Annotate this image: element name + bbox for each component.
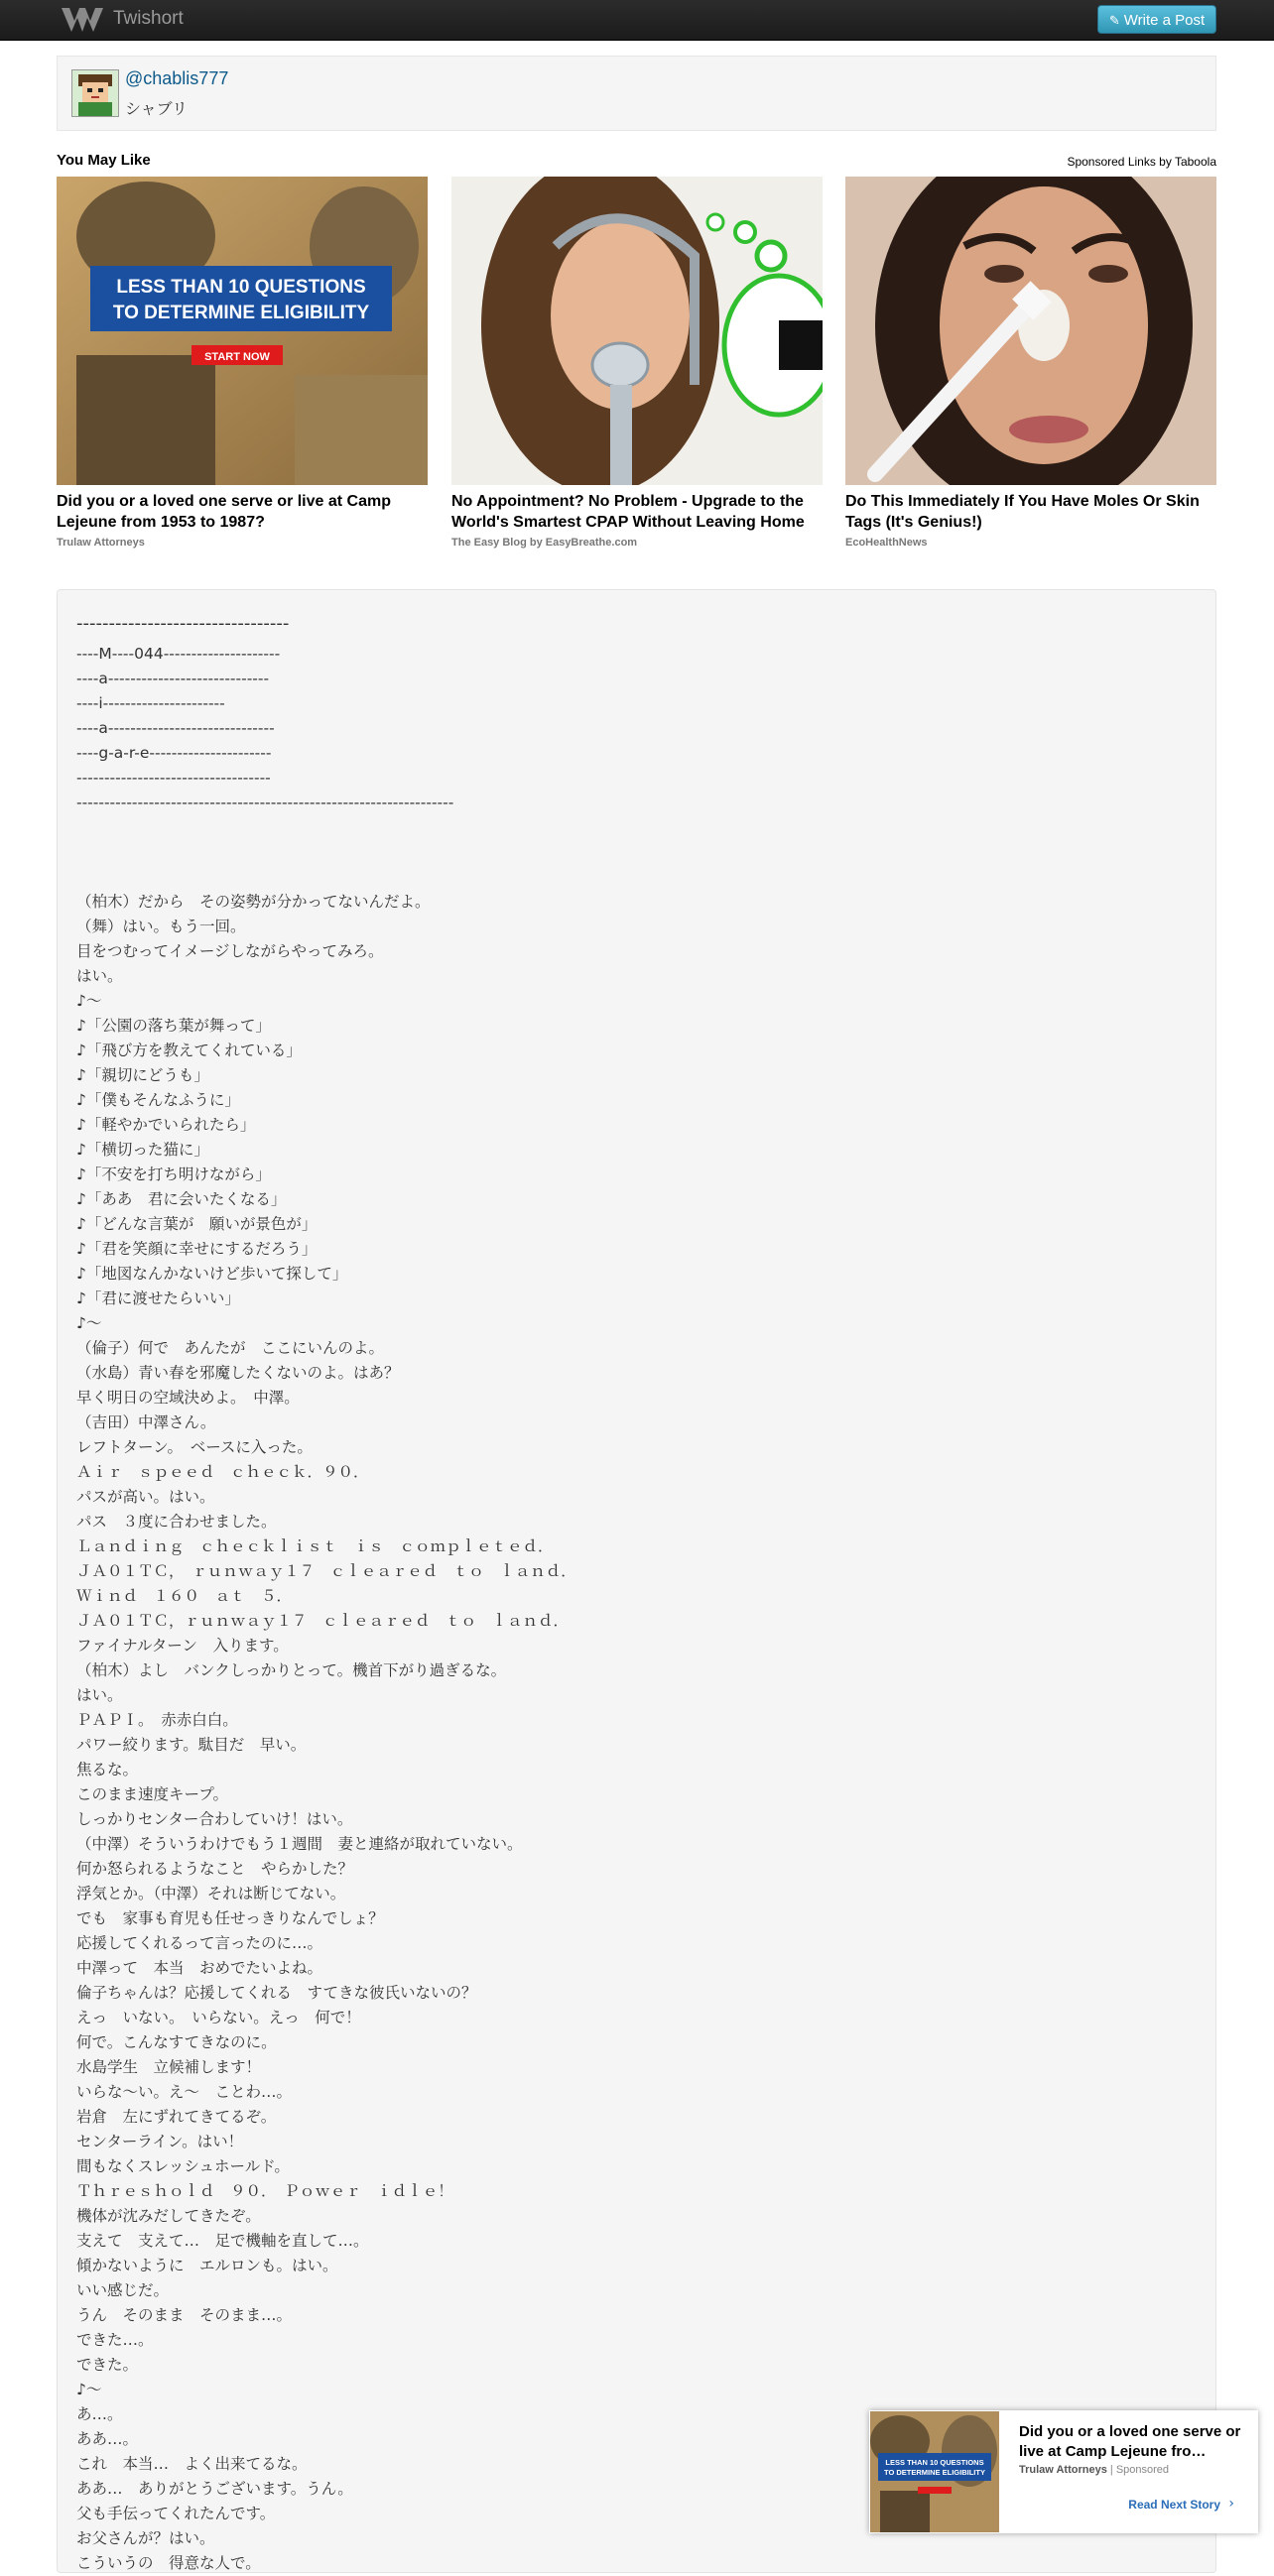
sticky-ad-sponsored: Sponsored bbox=[1115, 2464, 1170, 2476]
recommendation-image[interactable] bbox=[845, 177, 1216, 485]
sponsored-links-label[interactable]: Sponsored Links by Taboola bbox=[1067, 155, 1216, 169]
recommendation-source: Trulaw Attorneys bbox=[57, 537, 145, 549]
post-line: （中澤）そういうわけでもう１週間 妻と連絡が取れていない。 bbox=[76, 1835, 523, 1853]
post-line: （水島）青い春を邪魔したくないのよ。はあ？ bbox=[76, 1364, 400, 1382]
post-line: ♪～ bbox=[76, 1314, 102, 1332]
post-line: 父も手伝ってくれたんです。 bbox=[76, 2505, 276, 2522]
post-line: ＪＡ０１ＴＣ，ｒｕｎｗａｙ１７ ｃｌｅａｒｅｄ ｔｏ ｌａｎｄ． bbox=[76, 1612, 570, 1630]
post-line: いい感じだ。 bbox=[76, 2281, 170, 2299]
post-line: ♪「親切にどうも」 bbox=[76, 1066, 209, 1084]
post-line: 倫子ちゃんは？応援してくれる すてきな彼氏いないの？ bbox=[76, 1984, 477, 2002]
post-line: ----i---------------------- bbox=[76, 694, 225, 712]
post-line: ♪「横切った猫に」 bbox=[76, 1141, 209, 1159]
post-line: ♪「君を笑顔に幸せにするだろう」 bbox=[76, 1240, 318, 1258]
sticky-ad-meta: Trulaw Attorneys | Sponsored bbox=[1019, 2464, 1170, 2476]
post-line: 支えて 支えて… 足で機軸を直して…。 bbox=[76, 2232, 369, 2250]
post-line: こういうの 得意な人で。 bbox=[76, 2554, 261, 2572]
post-line: これ 本当… よく出来てるな。 bbox=[76, 2455, 308, 2473]
recommendation-image[interactable] bbox=[57, 177, 428, 485]
post-line: 機体が沈みだしてきたぞ。 bbox=[76, 2207, 261, 2225]
post-line: ああ…。 bbox=[76, 2430, 139, 2448]
post-line: 何で。こんなすてきなのに。 bbox=[76, 2033, 277, 2051]
post-line: ----------------------------------- bbox=[76, 769, 271, 787]
post-line: レフトターン。 ベースに入った。 bbox=[76, 1438, 313, 1456]
post-line bbox=[76, 815, 1188, 840]
post-line: しっかりセンター合わしていけ！はい。 bbox=[76, 1810, 353, 1828]
write-post-button[interactable] bbox=[1097, 5, 1216, 34]
post-line: 岩倉 左にずれてきてるぞ。 bbox=[76, 2108, 277, 2126]
pencil-square-icon: ✎ bbox=[1108, 13, 1120, 28]
post-line: 間もなくスレッシュホールド。 bbox=[76, 2157, 290, 2175]
post-line: パス ３度に合わせました。 bbox=[76, 1513, 277, 1531]
post-line: お父さんが？はい。 bbox=[76, 2529, 215, 2547]
post-line: ♪「ああ 君に会いたくなる」 bbox=[76, 1190, 287, 1208]
post-line: ファイナルターン 入ります。 bbox=[76, 1637, 289, 1655]
post-line: ♪～ bbox=[76, 2381, 102, 2398]
post-line: 早く明日の空域決めよ。 中澤。 bbox=[76, 1389, 300, 1407]
recommendations-title: You May Like bbox=[57, 152, 151, 169]
post-line: 中澤って 本当 おめでたいよね。 bbox=[76, 1959, 323, 1977]
post-line bbox=[76, 840, 1188, 865]
post-line: うん そのまま そのまま…。 bbox=[76, 2306, 293, 2324]
post-first-line: --------------------------------- bbox=[76, 613, 290, 634]
post-line: ♪「飛び方を教えてくれている」 bbox=[76, 1042, 302, 1059]
author-display-name: シャブリ bbox=[125, 99, 189, 118]
post-line: ♪「軽やかでいられたら」 bbox=[76, 1116, 256, 1134]
avatar-image-icon bbox=[72, 70, 118, 116]
post-line: ＰＡＰＩ。 赤赤白白。 bbox=[76, 1711, 238, 1729]
post-line: ああ… ありがとうございます。うん。 bbox=[76, 2480, 353, 2498]
recommendation-card[interactable] bbox=[451, 177, 823, 549]
post-line: はい。 bbox=[76, 1686, 123, 1704]
post-line: ----a------------------------------ bbox=[76, 719, 275, 737]
post-line: パワー絞ります。駄目だ 早い。 bbox=[76, 1736, 307, 1754]
post-line: （柏木）よし バンクしっかりとって。機首下がり過ぎるな。 bbox=[76, 1661, 507, 1679]
post-line: 水島学生 立候補します！ bbox=[76, 2058, 262, 2076]
post-lines bbox=[76, 642, 1188, 2576]
banner-cta: START NOW bbox=[204, 351, 270, 363]
post-line: -------------------------------------------------------------------- bbox=[76, 794, 454, 811]
avatar[interactable] bbox=[71, 69, 119, 117]
post-line: いらな～い。え～ ことわ…。 bbox=[76, 2083, 293, 2101]
post-line: ----a----------------------------- bbox=[76, 670, 270, 687]
recommendation-source: EcoHealthNews bbox=[845, 537, 928, 549]
sticky-banner-line-1: LESS THAN 10 QUESTIONS bbox=[885, 2458, 984, 2467]
post-line: 応援してくれるって言ったのに…。 bbox=[76, 1934, 323, 1952]
post-line: ＪＡ０１ＴＣ， ｒｕｎｗａｙ１７ ｃｌｅａｒｅｄ ｔｏ ｌａｎｄ． bbox=[76, 1562, 576, 1580]
recommendation-card[interactable] bbox=[845, 177, 1216, 549]
post-line: えっ いない。 いらない。えっ 何で！ bbox=[76, 2009, 361, 2026]
post-line: ♪「不安を打ち明けながら」 bbox=[76, 1165, 271, 1183]
post-line: Ｔｈｒｅｓｈｏｌｄ ９０． Ｐｏｗｅｒ ｉｄｌｅ！ bbox=[76, 2182, 453, 2200]
sticky-ad[interactable] bbox=[869, 2410, 1258, 2533]
top-navbar bbox=[0, 0, 1274, 41]
post-line: Ａｉｒ ｓｐｅｅｄ ｃｈｅｃｋ．９０． bbox=[76, 1463, 369, 1481]
post-line: Ｗｉｎｄ １６０ ａｔ ５． bbox=[76, 1587, 293, 1605]
twishort-logo-icon[interactable] bbox=[60, 6, 105, 34]
banner-line-2: TO DETERMINE ELIGIBILITY bbox=[112, 303, 370, 323]
recommendation-source: The Easy Blog by EasyBreathe.com bbox=[451, 537, 638, 549]
sticky-ad-image[interactable] bbox=[870, 2411, 999, 2532]
recommendation-headline[interactable]: Do This Immediately If You Have Moles Or Skin Tags (It's Genius!) bbox=[845, 493, 1200, 531]
post-line: ----M----044--------------------- bbox=[76, 645, 281, 663]
post-line: できた…。 bbox=[76, 2331, 154, 2349]
brand-name[interactable]: Twishort bbox=[113, 8, 184, 29]
author-card bbox=[57, 56, 1216, 131]
post-line: はい。 bbox=[76, 967, 123, 985]
post-line: （柏木）だから その姿勢が分かってないんだよ。 bbox=[76, 893, 431, 911]
recommendation-image[interactable] bbox=[451, 177, 823, 485]
post-line: あ…。 bbox=[76, 2405, 123, 2423]
post-line: 何か怒られるようなこと やらかした？ bbox=[76, 1860, 354, 1878]
post-line: （舞）はい。もう一回。 bbox=[76, 918, 246, 935]
post-line: ♪「僕もそんなふうに」 bbox=[76, 1091, 240, 1109]
sticky-banner-line-2: TO DETERMINE ELIGIBILITY bbox=[884, 2468, 985, 2477]
post-line: Ｌａｎｄｉｎｇ ｃｈｅｃｋｌｉｓｔ ｉｓ ｃｏｍｐｌｅｔｅｄ． bbox=[76, 1537, 554, 1555]
sticky-ad-source: Trulaw Attorneys bbox=[1019, 2464, 1107, 2476]
post-line: ♪～ bbox=[76, 992, 102, 1010]
post-line: ♪「地図なんかないけど歩いて探して」 bbox=[76, 1265, 348, 1283]
post-line: ♪「君に渡せたらいい」 bbox=[76, 1289, 240, 1307]
post-line: 目をつむってイメージしながらやってみろ。 bbox=[76, 942, 384, 960]
post-line: 浮気とか。（中澤）それは断じてない。 bbox=[76, 1885, 346, 1902]
post-line: ♪「どんな言葉が 願いが景色が」 bbox=[76, 1215, 318, 1233]
post-line: ----g-a-r-e---------------------- bbox=[76, 744, 272, 762]
post-line: ♪「公園の落ち葉が舞って」 bbox=[76, 1017, 271, 1035]
post-text bbox=[76, 610, 1188, 2576]
post-line: できた。 bbox=[76, 2356, 139, 2374]
post-line bbox=[76, 865, 1188, 890]
post-line: パスが高い。はい。 bbox=[76, 1488, 215, 1506]
write-post-label: Write a Post bbox=[1123, 12, 1206, 29]
banner-line-1: LESS THAN 10 QUESTIONS bbox=[116, 277, 366, 298]
recommendation-card[interactable] bbox=[57, 177, 428, 549]
post-line: （倫子）何で あんたが ここにいんのよ。 bbox=[76, 1339, 385, 1357]
post-line: センターライン。はい！ bbox=[76, 2133, 244, 2150]
post-line: （吉田）中澤さん。 bbox=[76, 1413, 216, 1431]
sticky-ad-headline[interactable]: Did you or a loved one serve or live at Camp Lejeune fro… bbox=[1019, 2423, 1241, 2460]
post-line: このまま速度キープ。 bbox=[76, 1785, 228, 1803]
chevron-right-icon: › bbox=[1228, 2496, 1234, 2512]
recommendation-headline[interactable]: Did you or a loved one serve or live at Camp Lejeune from 1953 to 1987? bbox=[57, 493, 391, 531]
author-handle-link[interactable]: @chablis777 bbox=[125, 68, 229, 88]
read-next-story-link[interactable]: Read Next Story bbox=[1128, 2498, 1220, 2512]
post-line: でも 家事も育児も任せっきりなんでしょ？ bbox=[76, 1909, 384, 1927]
recommendation-headline[interactable]: No Appointment? No Problem - Upgrade to the World's Smartest CPAP Without Leaving Home bbox=[451, 493, 805, 531]
post-body bbox=[57, 589, 1216, 2573]
post-line: 傾かないように エルロンも。はい。 bbox=[76, 2257, 338, 2274]
post-line: 焦るな。 bbox=[76, 1761, 139, 1779]
